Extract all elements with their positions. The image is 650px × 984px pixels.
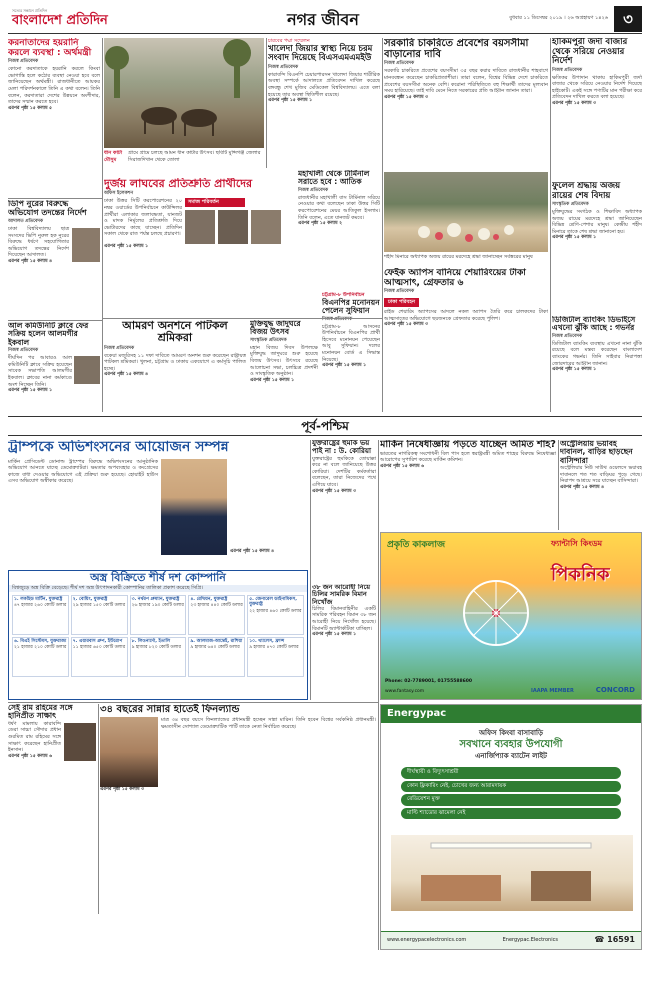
sei-photo bbox=[64, 723, 96, 761]
flowers-illustration bbox=[384, 172, 548, 252]
article-fake-app: ফেইক অ্যাপস বানিয়ে শেয়ারিংয়ের টাকা আত্মসাৎ, গ্রেফতার ৬ নিজস্ব প্রতিবেদক ঢাকা পরিবহন রাইড শেয়ারিং অ্যাপসের আদলে নকল অ্যাপস তৈরি করে চালকদের টাকা আত্মসাতের অভিযোগে ছয়জনকে গ্রেফতার করেছে পুলিশ। এরপর পৃষ্ঠা ১৫ কলাম ৩ bbox=[384, 268, 548, 328]
headline: যুক্তরাষ্ট্রের হুমকি ভয় পাই না : উ. কোরিয়া bbox=[312, 440, 372, 455]
column-rule bbox=[102, 38, 103, 412]
column-rule bbox=[558, 440, 559, 530]
page-number: ৩ bbox=[614, 6, 642, 32]
arms-grid bbox=[9, 592, 307, 680]
phone-icon: ☎ bbox=[594, 935, 605, 945]
arms-company-value: ৯ হাজার ৪৭০ কোটি ডলার bbox=[249, 645, 299, 651]
row-rule bbox=[8, 320, 102, 321]
masthead bbox=[8, 6, 642, 34]
energypac-logo: Energypac bbox=[387, 708, 447, 719]
column-rule bbox=[98, 704, 99, 914]
arms-company-value: ২২ হাজার ৪৬০ কোটি ডলার bbox=[249, 608, 302, 614]
feature-list bbox=[401, 767, 621, 819]
candidate-photo bbox=[185, 210, 215, 244]
headline: ডিপি নুরের বিরুদ্ধে অভিযোগ তদন্তের নির্দেশ bbox=[8, 200, 87, 217]
arms-company-item bbox=[71, 595, 128, 635]
headline: মহাখালী থেকে টার্মিনাল সরাতে হবে : আতিক bbox=[298, 170, 370, 187]
article-amit: মার্কিন নিষেধাজ্ঞায় পড়তে যাচ্ছেন অমিত শাহ? ভারতের নাগরিকত্ব সংশোধনী বিল পাস হলে স্বরাষ্ট্রমন্ত্রী অমিত শাহের বিরুদ্ধে নিষেধাজ্ঞা আরোপের সুপারিশ করেছে মার্কিন কমিশন। এরপর পৃষ্ঠা ১৫ কলাম ৬ bbox=[380, 440, 556, 469]
column-rule bbox=[266, 38, 267, 168]
ad-brand: প্রকৃতি কাকলাজ bbox=[387, 540, 446, 550]
hotline: ☎ 16591 bbox=[594, 935, 635, 945]
alkomoni-photo bbox=[74, 356, 100, 384]
picnic-ad[interactable] bbox=[380, 532, 642, 700]
arms-company-value: ২৬ হাজার ১৯০ কোটি ডলার bbox=[131, 603, 184, 609]
article-sei: সেই রাম রহিমের সঙ্গে হানিপ্রীত সাক্ষাৎ ধর্ষণ মামলায় কারাবন্দি ডেরা সাচ্চা সৌদার প্রধান গুরমিত রাম রহিমের সঙ্গে সাক্ষাৎ করেছেন হানিপ্রীত ইনসান। এরপর পৃষ্ঠা ১৫ কলাম ৬ bbox=[8, 704, 96, 914]
article-sanna: ৩৪ বছরের সান্নার হাতেই ফিনল্যান্ড মাত্র ৩৪ বছর বয়সে ফিনল্যান্ডের প্রধানমন্ত্রী হচ্ছেন সান্না মারিন। তিনি হবেন বিশ্বের সর্বকনিষ্ঠ প্রধানমন্ত্রী। ক্ষমতাসীন সোশ্যাল ডেমোক্র্যাটিক পার্টি তাকে নেতা নির্বাচিত করেছে। এরপর পৃষ্ঠা ১৫ কলাম ৩ bbox=[100, 704, 376, 793]
arms-company-rank: ৯. আলমাজ-আন্তেই, রাশিয়া bbox=[190, 638, 243, 644]
energypac-ad[interactable]: Energypac অফিস কিংবা বাসাবাড়ি সবখানে ব্যবহার উপযোগী এনার্জিপ্যাক ব্যাটেন লাইট দীর্ঘস্থায়ী ও বিদ্যুৎসাশ্রয়ী কোন ফ্লিকারিং নেই, চোখের জন্য আরামদায়ক রেডিয়েশন মুক্ত মাল্টি শ্যাডোর ঝামেলা নেই www.energypacelectronics.com Energypac.Electronics ☎ 16591 bbox=[380, 704, 642, 950]
ad-concord: CONCORD bbox=[595, 685, 635, 694]
tribute-photo bbox=[384, 172, 548, 252]
arms-company-rank: ৬. বিএই সিস্টেমস, যুক্তরাজ্য bbox=[14, 638, 67, 644]
headline: সেই রাম রহিমের সঙ্গে হানিপ্রীত সাক্ষাৎ bbox=[8, 704, 73, 721]
feature-item: দীর্ঘস্থায়ী ও বিদ্যুৎসাশ্রয়ী bbox=[401, 767, 621, 778]
ad-footer bbox=[381, 931, 641, 949]
election-badge: সমাজ পরিবর্তন bbox=[185, 198, 245, 207]
ad-title: পিকনিক bbox=[551, 564, 610, 585]
harvest-caption: ধান কাটা মৌসুম গ্রামে গ্রামে চলছে আমন ধান কাটার উৎসব। ছবিটি মুন্সিগঞ্জ জেলার সিরাজদিখান থেকে তোলা bbox=[104, 150, 261, 163]
arms-company-value: ৯ হাজার ৬৪০ কোটি ডলার bbox=[190, 645, 240, 651]
page-date: বুধবার ১১ ডিসেম্বর ২০১৯ । ২৬ অগ্রহায়ণ ১৪২৬ bbox=[509, 15, 608, 21]
article-australia: অস্ট্রেলিয়ায় ভয়াবহ দাবানল, বাড়ির ছাড়ছেন বাসিন্দারা অস্ট্রেলিয়ার নিউ সাউথ ওয়েলসে ভয়াবহ দাবানলে শত শত বাড়িঘর পুড়ে গেছে। নিরাপদ আশ্রয়ে সরে যাচ্ছেন বাসিন্দারা। এরপর পৃষ্ঠা ১৫ কলাম ৪ bbox=[560, 440, 642, 490]
headline: খালেদা জিয়ার স্বাস্থ্য নিয়ে চরম সংবাদ দিয়েছে বিএসএমএমইউ bbox=[268, 43, 373, 64]
arms-company-rank: ১০. থ্যালেস, ফ্রান্স bbox=[249, 638, 285, 644]
arms-company-item bbox=[188, 637, 245, 677]
arms-company-item bbox=[130, 637, 187, 677]
arms-company-item bbox=[12, 595, 69, 635]
arms-company-value: ২১ হাজার ২১০ কোটি ডলার bbox=[14, 645, 67, 651]
headline: সরকারি চাকরিতে প্রবেশের বয়সসীমা বাড়ানোর দাবি bbox=[384, 38, 529, 61]
facebook-link[interactable]: Energypac.Electronics bbox=[502, 937, 558, 944]
trump-photo bbox=[161, 459, 227, 555]
arms-company-value: ২৯ হাজার ১৫০ কোটি ডলার bbox=[72, 603, 126, 609]
headline: হাকিমপুরী জর্দা বাজার থেকে সরিয়ে নেওয়ার নির্দেশ bbox=[552, 38, 628, 67]
section-header-east-west: পূর্ব-পশ্চিম bbox=[8, 416, 642, 436]
headline: আমরণ অনশনে পাটকল শ্রমিকরা bbox=[122, 320, 228, 345]
article-arms: অস্ত্র বিক্রিতে শীর্ষ দশ কোম্পানি বিশ্বজুড়ে অস্ত্র বিক্রি বেড়েছে। শীর্ষ দশ অস্ত্র উৎপাদনকারী কোম্পানির তালিকা প্রকাশ করেছে সিপ্রি। ১. লকহিড মার্টিন, যুক্তরাষ্ট্র ৪৭ হাজার ২৬০ কোটি ডলার ২. বোয়িং, যুক্তরাষ্ট্র ২৯ হাজার ১৫০ কোটি ডলার ৩. নর্থরপ গ্রুম্যান, যুক্তরাষ্ট্র ২৬ হাজার ১৯০ কোটি ডলার ৪. রেথিয়ন, যুক্তরাষ্ট্র ২৩ হাজার ৪৪০ কোটি ডলার ৫. জেনারেল ডাইনামিকস, যুক্তরাষ্ট্র ২২ হাজার ৪৬০ কোটি ডলার ৬. বিএই সিস্টেমস, যুক্তরাজ্য ২১ হাজার ২১০ কোটি ডলার ৭. এয়ারবাস গ্রুপ, ইউরোপ ১১ হাজার ৬৫০ কোটি ডলার ৮. লিওনার্দো, ইতালি ৯ হাজার ৮২০ কোটি ডলার ৯. আলমাজ-আন্তেই, রাশিয়া ৯ হাজার ৬৪০ কোটি ডলার ১০. থ্যালেস, ফ্রান্স ৯ হাজার ৪৭০ কোটি ডলার bbox=[8, 570, 308, 700]
ad-web: www.fantasy.com bbox=[385, 688, 425, 694]
article-digital: ডিজিটাল ব্যাংকিং ডিভাইসে এখনো ঝুঁকি আছে : গভর্নর নিজস্ব প্রতিবেদক ডিজিটাল ব্যাংকিং ব্যবস্থায় এখনো নানা ঝুঁকি রয়েছে বলে মন্তব্য করেছেন বাংলাদেশ ব্যাংকের গভর্নর। তিনি সাইবার নিরাপত্তা জোরদারের আহ্বান জানান। এরপর পৃষ্ঠা ১৫ কলাম ১ bbox=[552, 316, 642, 373]
article-chattogram: চট্টগ্রাম-৮ উপনির্বাচন বিএনপির মনোনয়ন পেলেন সুফিয়ান নিজস্ব প্রতিবেদক চট্টগ্রাম-৮ আসনের উপনির্বাচনে বিএনপির প্রার্থী হিসেবে মনোনয়ন পেয়েছেন আবু সুফিয়ান। দলের মনোনয়ন বোর্ড এ সিদ্ধান্ত নিয়েছে। এরপর পৃষ্ঠা ১৫ কলাম ১ bbox=[322, 292, 380, 369]
arms-company-item bbox=[188, 595, 245, 635]
article-mohakhali: মহাখালী থেকে টার্মিনাল সরাতে হবে : আতিক নিজস্ব প্রতিবেদক রাজধানীর মহাখালী বাস টার্মিনাল সরিয়ে নেওয়ার কথা বলেছেন ঢাকা উত্তর সিটি করপোরেশনের মেয়র আতিকুল ইসলাম। তিনি বলেন, এতে যানজট কমবে। এরপর পৃষ্ঠা ১৫ কলাম ২ bbox=[298, 170, 380, 227]
arms-company-value: ১১ হাজার ৬৫০ কোটি ডলার bbox=[72, 645, 126, 651]
candidate-photo bbox=[218, 210, 248, 244]
dipi-photo bbox=[72, 228, 100, 262]
article-hakim: হাকিমপুরী জর্দা বাজার থেকে সরিয়ে নেওয়ার নির্দেশ নিজস্ব প্রতিবেদক ক্ষতিকর উপাদান থাকায় হাকিমপুরী জর্দা বাজার থেকে সরিয়ে নেওয়ার নির্দেশ দিয়েছে হাইকোর্ট। একই সঙ্গে পণ্যটির মান পরীক্ষা করে প্রতিবেদন দাখিল করতে বলা হয়েছে। এরপর পৃষ্ঠা ১৫ কলাম ৩ bbox=[552, 38, 642, 106]
column-rule bbox=[550, 38, 551, 412]
arms-company-value: ৯ হাজার ৮২০ কোটি ডলার bbox=[131, 645, 181, 651]
article-jf: ৩৮ জন আরোহী নিয়ে চিলির সামরিক বিমান নিখোঁজ চিলির বিমানবাহিনীর একটি সামরিক পরিবহন বিমান ৩৮ জন আরোহী নিয়ে নিখোঁজ হয়েছে। বিমানটি অ্যান্টার্কটিকা যাচ্ছিল। এরপর পৃষ্ঠা ১৫ কলাম ১ bbox=[312, 584, 376, 638]
ride-illustration bbox=[441, 573, 551, 653]
ad-header bbox=[381, 705, 641, 723]
arms-company-rank: ৮. লিওনার্দো, ইতালি bbox=[131, 638, 171, 644]
article-amoron: আমরণ অনশনে পাটকল শ্রমিকরা নিজস্ব প্রতিবেদক বকেয়া মজুরিসহ ১১ দফা দাবিতে আমরণ অনশন শুরু করেছেন রাষ্ট্রায়ত্ত পাটকল শ্রমিকরা। খুলনা, চট্টগ্রাম ও ঢাকায় একযোগে এ কর্মসূচি পালিত হচ্ছে। এরপর পৃষ্ঠা ১৫ কলাম ৪ bbox=[104, 320, 246, 378]
article-alkomoni: আল কমিউনিটি ক্লাবে ফের সক্রিয় হলেন আলমগীর ইকবাল নিজস্ব প্রতিবেদক দীর্ঘদিন পর আবারও আল কমিউনিটি ক্লাবে সক্রিয় হয়েছেন সাবেক সভাপতি আলমগীর ইকবাল। ক্লাবের নানা কর্মকাণ্ডে অংশ নিচ্ছেন তিনি। এরপর পৃষ্ঠা ১৫ কলাম ১ bbox=[8, 322, 100, 412]
batten-light-icon bbox=[391, 835, 633, 911]
article-sorkari: সরকারি চাকরিতে প্রবেশের বয়সসীমা বাড়ানোর দাবি নিজস্ব প্রতিবেদক সরকারি চাকরিতে প্রবেশের বয়সসীমা ৩৫ বছর করার দাবিতে রাজধানীর শাহবাগে মানববন্ধন করেছেন চাকরিপ্রত্যাশীরা। তারা বলেন, বিশ্বের বিভিন্ন দেশে চাকরিতে প্রবেশের বয়সসীমা অনেক বেশি। করোনা পরিস্থিতিতে বহু শিক্ষার্থী তাদের মূল্যবান সময় হারিয়েছে। তাই দাবি মেনে নিতে সরকারের প্রতি আহ্বান জানান তারা। এরপর পৃষ্ঠা ১৫ কলাম ৩ bbox=[384, 38, 548, 100]
arms-company-rank: ২. বোয়িং, যুক্তরাষ্ট্র bbox=[72, 596, 108, 602]
ad-sponsor: IAAPA MEMBER bbox=[531, 688, 574, 695]
arms-company-rank: ৫. জেনারেল ডাইনামিকস, যুক্তরাষ্ট্র bbox=[249, 596, 297, 608]
headline: বিএনপির মনোনয়ন পেলেন সুফিয়ান bbox=[322, 297, 380, 316]
headline: অস্ত্র বিক্রিতে শীর্ষ দশ কোম্পানি bbox=[90, 571, 226, 584]
column-rule bbox=[310, 440, 311, 700]
candidate-photo bbox=[251, 210, 281, 244]
headline: ৩৪ বছরের সান্নার হাতেই ফিনল্যান্ড bbox=[100, 704, 240, 715]
article-dipi: ডিপি নুরের বিরুদ্ধে অভিযোগ তদন্তের নির্দেশ আদালত প্রতিবেদক ঢাকা বিশ্ববিদ্যালয় ছাত্র সংসদের ভিপি নুরুল হক নুরের বিরুদ্ধে ধর্ষণে সহযোগিতার অভিযোগ তদন্তের নির্দেশ দিয়েছেন আদালত। এরপর পৃষ্ঠা ১৫ কলাম ৪ bbox=[8, 200, 100, 318]
oxen-illustration bbox=[104, 38, 264, 148]
headline: আল কমিউনিটি ক্লাবে ফের সক্রিয় হলেন আলমগীর ইকবাল bbox=[8, 322, 89, 347]
row-rule bbox=[8, 702, 378, 703]
headline: মুক্তিযুদ্ধ জাদুঘরে বিজয় উৎসব bbox=[250, 320, 301, 337]
headline: দুর্জয় লাঘবের প্রতিশ্রুতি প্রার্থীদের bbox=[104, 178, 253, 190]
feature-item: কোন ফ্লিকারিং নেই, চোখের জন্য আরামদায়ক bbox=[401, 781, 621, 792]
arms-company-value: ৪৭ হাজার ২৬০ কোটি ডলার bbox=[14, 603, 67, 609]
sanna-photo bbox=[100, 717, 158, 787]
column-rule bbox=[378, 440, 379, 950]
headline: অস্ট্রেলিয়ায় ভয়াবহ দাবানল, বাড়ির ছাড়ছেন বাসিন্দারা bbox=[560, 440, 633, 465]
headline: করনাতাদের হয়রানি করলে ব্যবস্থা : অর্থমন্ত্রী bbox=[8, 38, 92, 59]
arms-company-item bbox=[71, 637, 128, 677]
headline: ডিজিটাল ব্যাংকিং ডিভাইসে এখনো ঝুঁকি আছে : গভর্নর bbox=[552, 316, 636, 333]
ad-brand: ফ্যান্টাসি কিংডম bbox=[551, 539, 603, 548]
ferris-wheel-icon bbox=[441, 573, 551, 653]
headline: ফেইক অ্যাপস বানিয়ে শেয়ারিংয়ের টাকা আত্মসাৎ, গ্রেফতার ৬ bbox=[384, 268, 526, 289]
article-korea: যুক্তরাষ্ট্রের হুমকি ভয় পাই না : উ. কোরিয়া যুক্তরাষ্ট্রের হুমকিকে তোয়াক্কা করে না বলে জানিয়েছে উত্তর কোরিয়া। দেশটির কর্মকর্তারা বলেছেন, তারা নিজেদের পথে এগিয়ে যাবে। এরপর পৃষ্ঠা ১৫ কলাম ৩ bbox=[312, 440, 376, 494]
headline: ফুলেল শ্রদ্ধায় অজয় রায়ের শেষ বিদায় bbox=[552, 182, 621, 201]
room-illustration bbox=[391, 835, 633, 911]
headline: ৩৮ জন আরোহী নিয়ে চিলির সামরিক বিমান নিখোঁজ bbox=[312, 584, 371, 606]
arms-company-rank: ৭. এয়ারবাস গ্রুপ, ইউরোপ bbox=[72, 638, 123, 644]
row-rule bbox=[8, 198, 102, 199]
transport-badge: ঢাকা পরিবহন bbox=[384, 298, 419, 307]
article-khaleda: চারবের পদ্মা সম্মেলন খালেদা জিয়ার স্বাস্থ্য নিয়ে চরম সংবাদ দিয়েছে বিএসএমএমইউ নিজস্ব প্রতিবেদক কারাবন্দি বিএনপি চেয়ারপারসন খালেদা জিয়ার শারীরিক অবস্থা সম্পর্কে আদালতে প্রতিবেদন দাখিল করেছে বঙ্গবন্ধু শেখ মুজিব মেডিকেল বিশ্ববিদ্যালয়। এতে বলা হয়েছে তার অবস্থা স্থিতিশীল রয়েছে। এরপর পৃষ্ঠা ১৫ কলাম ১ bbox=[268, 38, 380, 104]
arms-company-value: ২৩ হাজার ৪৪০ কোটি ডলার bbox=[190, 603, 243, 609]
section-title: নগর জীবন bbox=[287, 10, 359, 29]
article-durjoy: দুর্জয় লাঘবের প্রতিশ্রুতি প্রার্থীদের অফিস ইলেকশন ঢাকা উত্তর সিটি করপোরেশনের ২০ নম্বর ওয়ার্ডের উপনির্বাচনে কাউন্সিলর প্রার্থীরা এলাকার জলাবদ্ধতা, যানজট ও মাদক নির্মূলের প্রতিশ্রুতি দিয়ে ভোটারদের কাছে যাচ্ছেন। প্রতিদিন সকাল থেকে রাত পর্যন্ত চলছে প্রচারণা। সমাজ পরিবর্তন এরপর পৃষ্ঠা ১৫ কলাম ১ bbox=[104, 178, 294, 318]
arms-company-rank: ১. লকহিড মার্টিন, যুক্তরাষ্ট্র bbox=[14, 596, 63, 602]
article-karonata: করনাতাদের হয়রানি করলে ব্যবস্থা : অর্থমন্ত্রী নিজস্ব প্রতিবেদক কোনো করদাতাকে হয়রানি করলে কিংবা ভোগান্তি হলে কঠোর ব্যবস্থা নেওয়া হবে বলে জানিয়েছেন অর্থমন্ত্রী। রাজধানীতে আয়কর মেলা পরিদর্শনকালে তিনি এ কথা বলেন। তিনি বলেন, করদাতারা দেশের উন্নয়নে অংশীদার, তাদের সম্মান করতে হবে। এরপর পৃষ্ঠা ১৫ কলাম ৫ bbox=[8, 38, 100, 111]
arms-company-item bbox=[247, 637, 304, 677]
tribute-caption: শহীদ মিনারে অধ্যাপক অজয় রায়ের মরদেহে শ্রদ্ধা জানাচ্ছেন সর্বস্তরের মানুষ bbox=[384, 254, 533, 260]
arms-company-item bbox=[247, 595, 304, 635]
column-rule bbox=[382, 38, 383, 412]
row-rule bbox=[102, 318, 382, 319]
web-link[interactable]: www.energypacelectronics.com bbox=[387, 937, 467, 944]
arms-company-rank: ৩. নর্থরপ গ্রুম্যান, যুক্তরাষ্ট্র bbox=[131, 596, 180, 602]
feature-item: মাল্টি শ্যাডোর ঝামেলা নেই bbox=[401, 808, 621, 819]
harvest-photo bbox=[104, 38, 264, 148]
arms-company-rank: ৪. রেথিয়ন, যুক্তরাষ্ট্র bbox=[190, 596, 228, 602]
arms-company-item bbox=[130, 595, 187, 635]
article-trump: ট্রাম্পকে অভিশংসনের আয়োজন সম্পন্ন মার্কিন প্রেসিডেন্ট ডোনাল্ড ট্রাম্পের বিরুদ্ধে অভিশংসনের আনুষ্ঠানিক অভিযোগ আনতে যাচ্ছে ডেমোক্র্যাটরা। ক্ষমতার অপব্যবহার ও কংগ্রেসের কাজে বাধা দেওয়ার অভিযোগে এই প্রক্রিয়া শুরু হয়েছে। হোয়াইট হাউস এসব অভিযোগ অস্বীকার করেছে। এরপর পৃষ্ঠা ১৫ কলাম ৪ bbox=[8, 440, 308, 568]
feature-item: রেডিয়েশন মুক্ত bbox=[401, 794, 621, 805]
article-fulel: ফুলেল শ্রদ্ধায় অজয় রায়ের শেষ বিদায় সাংস্কৃতিক প্রতিবেদক মুক্তিযুদ্ধের সংগঠক ও শিক্ষাবিদ অধ্যাপক অজয় রায়ের মরদেহে শ্রদ্ধা জানিয়েছেন বিভিন্ন শ্রেণি-পেশার মানুষ। কেন্দ্রীয় শহীদ মিনারে তাকে শেষ শ্রদ্ধা জানানো হয়। এরপর পৃষ্ঠা ১৫ কলাম ১ bbox=[552, 182, 642, 241]
logo: সত্যের সন্ধানে প্রতিদিন বাংলাদেশ প্রতিদিন bbox=[12, 8, 108, 29]
headline: ট্রাম্পকে অভিশংসনের আয়োজন সম্পন্ন bbox=[8, 440, 229, 455]
ad-phone: Phone: 02-7789001, 01755588600 bbox=[385, 678, 472, 684]
arms-company-item bbox=[12, 637, 69, 677]
article-mukti: মুক্তিযুদ্ধ জাদুঘরে বিজয় উৎসব সাংস্কৃতিক প্রতিবেদক মহান বিজয় দিবস উপলক্ষে মুক্তিযুদ্ধ জাদুঘরে শুরু হয়েছে বিজয় উৎসব। উৎসবে রয়েছে আলোচনা সভা, চলচ্চিত্র প্রদর্শনী ও সাংস্কৃতিক অনুষ্ঠান। এরপর পৃষ্ঠা ১৫ কলাম ১ bbox=[250, 320, 318, 383]
headline: মার্কিন নিষেধাজ্ঞায় পড়তে যাচ্ছেন অমিত শাহ? bbox=[380, 440, 556, 450]
